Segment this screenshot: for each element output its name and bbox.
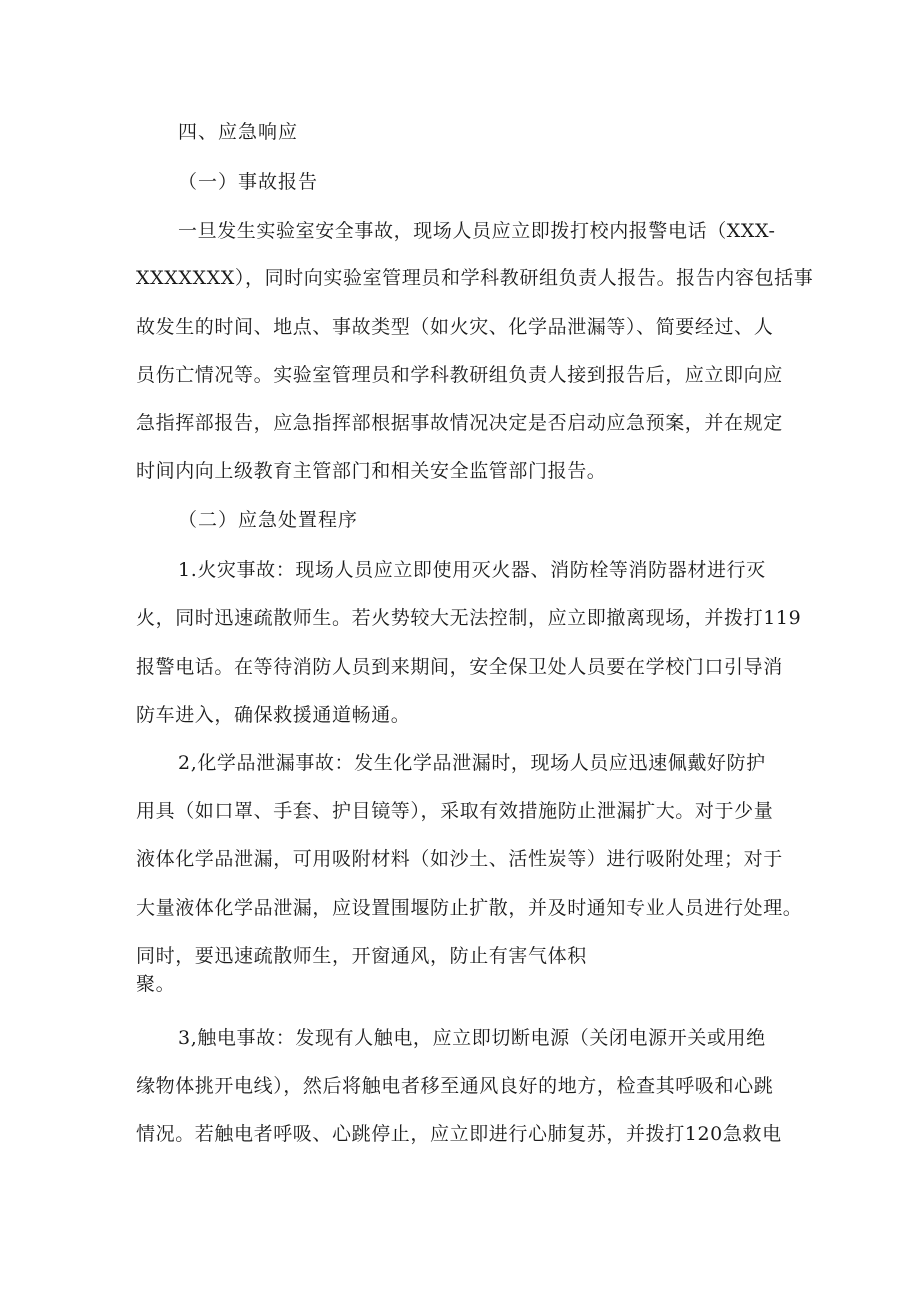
paragraph-line: 急指挥部报告，应急指挥部根据事故情况决定是否启动应急预案，并在规定	[136, 412, 783, 434]
paragraph-line: 员伤亡情况等。实验室管理员和学科教研组负责人接到报告后，应立即向应	[136, 364, 783, 386]
paragraph-line: 聚。	[136, 973, 176, 995]
subsection-heading-procedure: （二）应急处置程序	[178, 509, 359, 531]
paragraph-line: XXXXXXX），同时向实验室管理员和学科教研组负责人报告。报告内容包括事	[136, 267, 814, 289]
paragraph-line: 大量液体化学品泄漏，应设置围堰防止扩散，并及时通知专业人员进行处理。	[136, 897, 803, 919]
paragraph-line: 同时，要迅速疏散师生，开窗通风，防止有害气体积	[136, 945, 587, 967]
paragraph-line: 火，同时迅速疏散师生。若火势较大无法控制，应立即撤离现场，并拨打119	[136, 607, 802, 629]
paragraph-line: 报警电话。在等待消防人员到来期间，安全保卫处人员要在学校门口引导消	[136, 656, 783, 678]
paragraph-line: 时间内向上级教育主管部门和相关安全监管部门报告。	[136, 460, 607, 482]
subsection-heading-report: （一）事故报告	[178, 171, 319, 193]
paragraph-line: 缘物体挑开电线），然后将触电者移至通风良好的地方，检查其呼吸和心跳	[136, 1075, 774, 1097]
paragraph-line: 用具（如口罩、手套、护目镜等），采取有效措施防止泄漏扩大。对于少量	[136, 800, 774, 822]
paragraph-line: 2,化学品泄漏事故：发生化学品泄漏时，现场人员应迅速佩戴好防护	[178, 752, 766, 774]
paragraph-line: 液体化学品泄漏，可用吸附材料（如沙土、活性炭等）进行吸附处理；对于	[136, 848, 783, 870]
paragraph-line: 情况。若触电者呼吸、心跳停止，应立即进行心肺复苏，并拨打120急救电	[136, 1123, 782, 1145]
paragraph-line: 一旦发生实验室安全事故，现场人员应立即拨打校内报警电话（XXX-	[178, 220, 776, 242]
paragraph-line: 3,触电事故：发现有人触电，应立即切断电源（关闭电源开关或用绝	[178, 1027, 766, 1049]
paragraph-line: 1.火灾事故：现场人员应立即使用灭火器、消防栓等消防器材进行灭	[178, 559, 766, 581]
paragraph-line: 故发生的时间、地点、事故类型（如火灾、化学品泄漏等）、简要经过、人	[136, 316, 774, 338]
paragraph-line: 防车进入，确保救援通道畅通。	[136, 704, 411, 726]
section-heading: 四、应急响应	[178, 121, 299, 143]
